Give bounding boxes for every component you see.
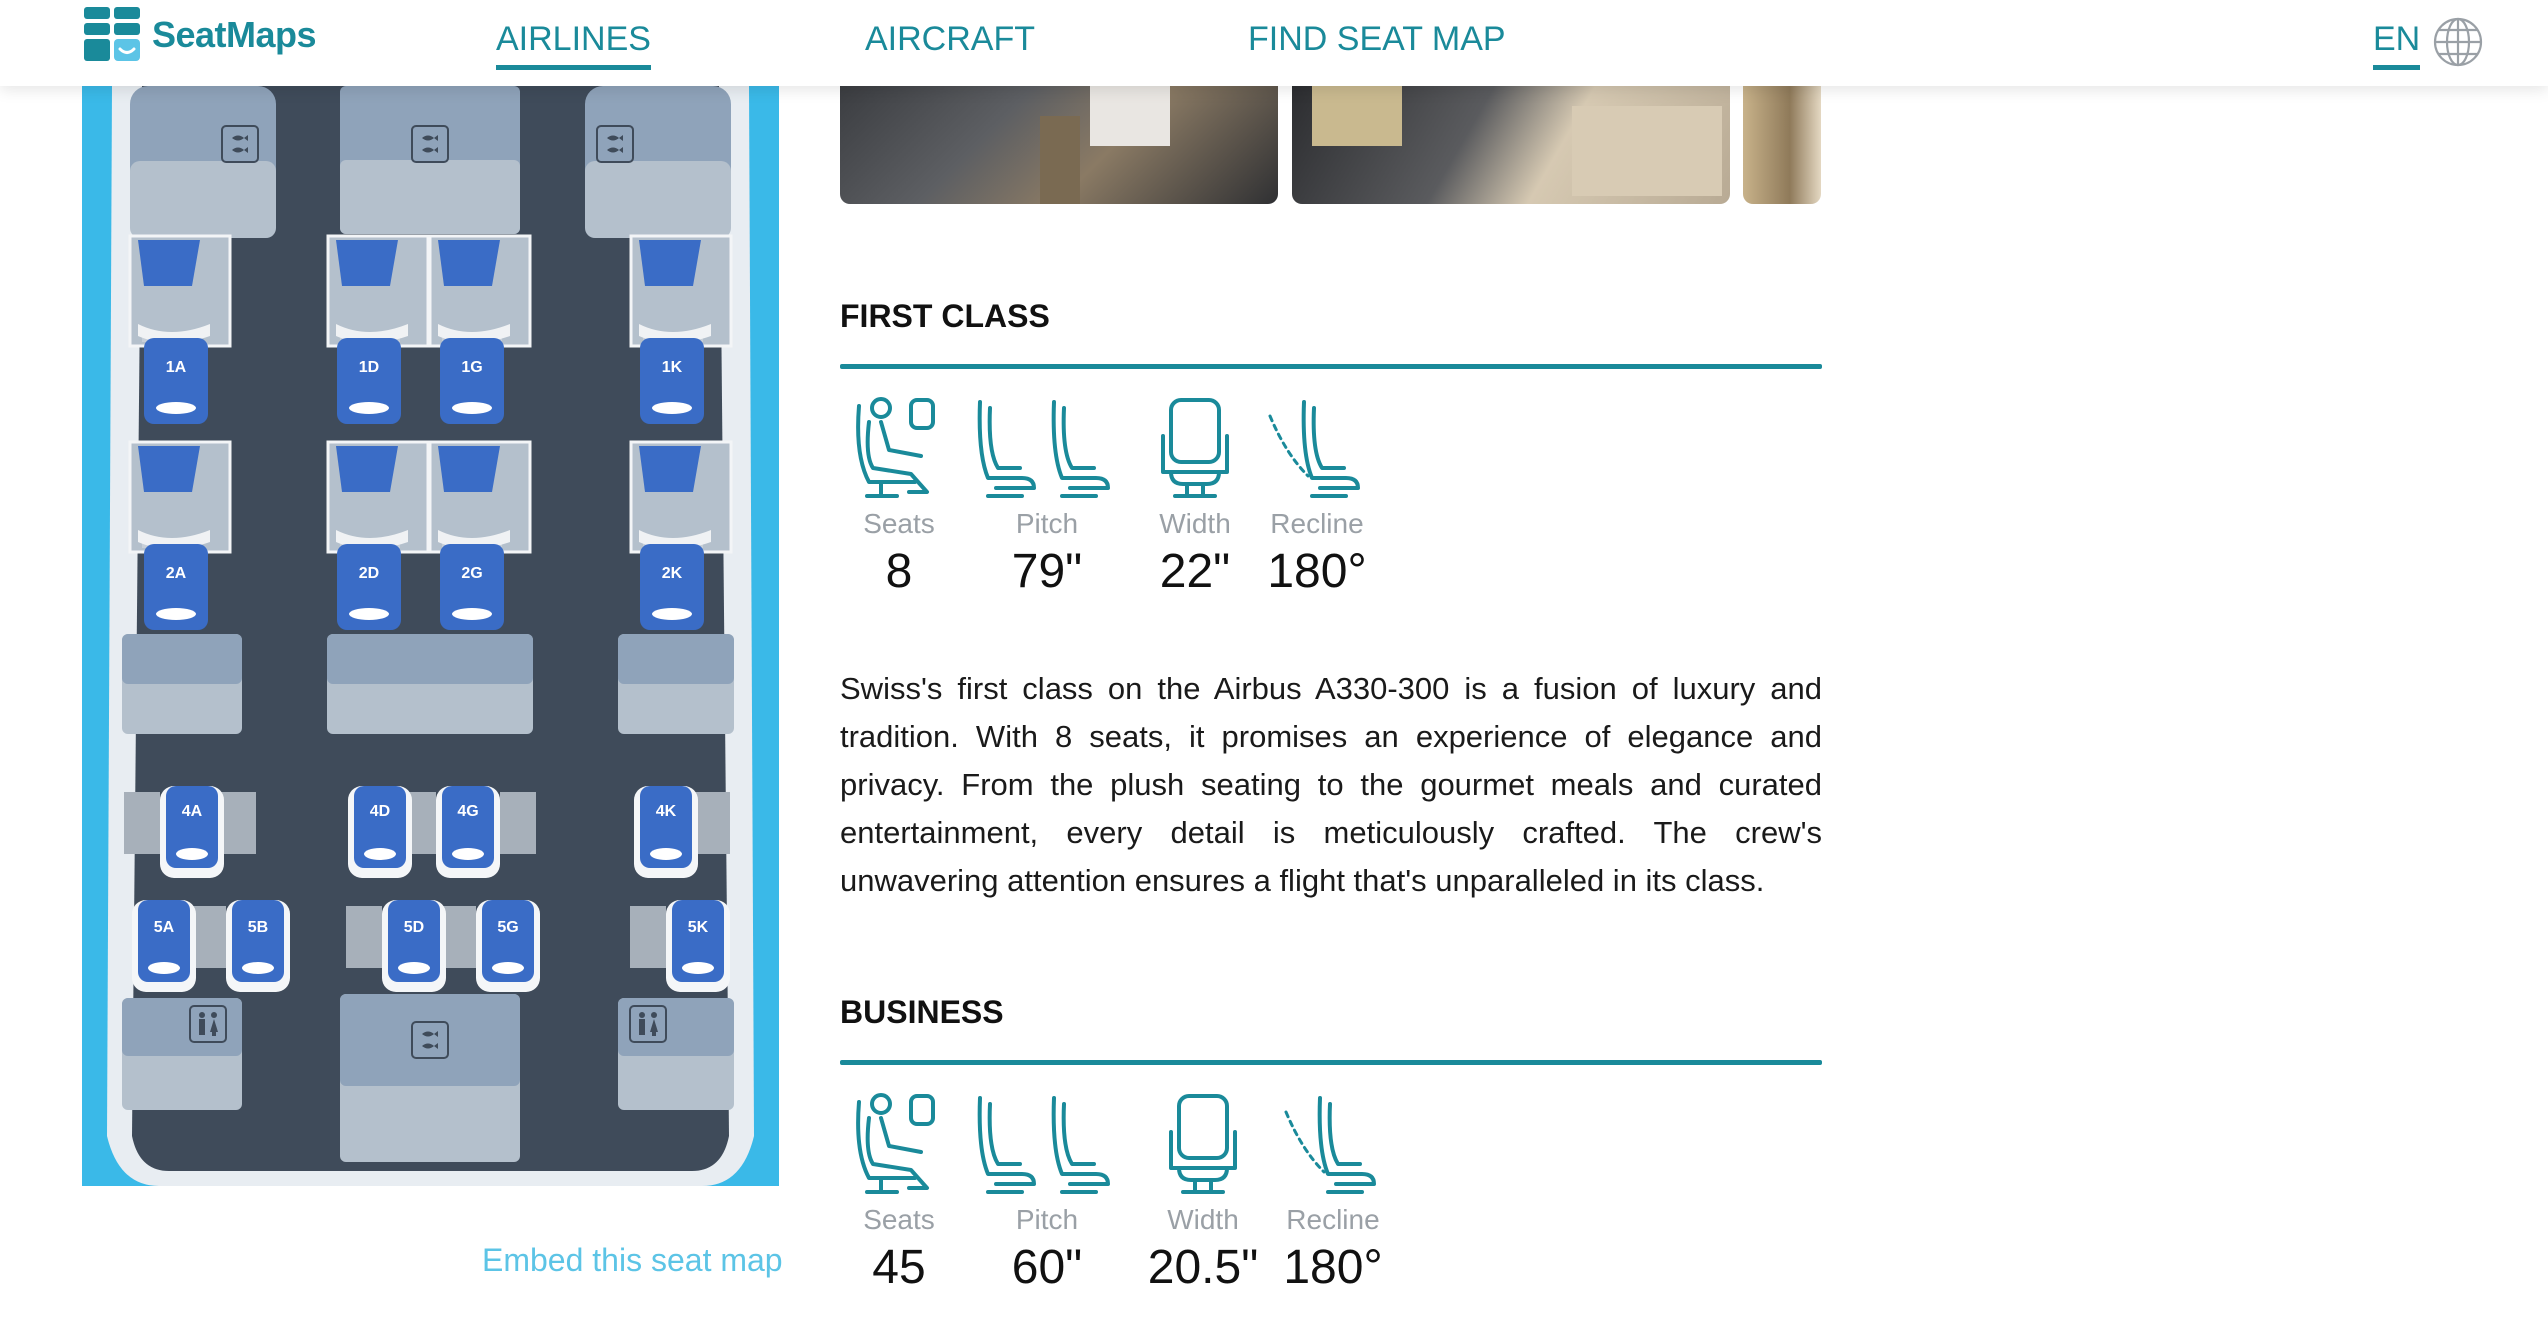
seat-1A[interactable] bbox=[130, 236, 230, 346]
cabin-photo[interactable] bbox=[840, 86, 1278, 204]
seat-label: 1G bbox=[461, 359, 483, 376]
seat-label: 4D bbox=[369, 803, 391, 820]
seat-1K[interactable] bbox=[631, 236, 731, 346]
stat-label: Width bbox=[1167, 1204, 1239, 1235]
lavatory-icon bbox=[630, 1006, 666, 1042]
seat-5A[interactable] bbox=[132, 900, 196, 992]
stat-label: Recline bbox=[1270, 508, 1364, 539]
stat-value: 22" bbox=[1159, 545, 1231, 598]
seat-label: 1D bbox=[358, 359, 380, 376]
stat-label: Pitch bbox=[1015, 1204, 1079, 1235]
brand-name: SeatMaps bbox=[152, 14, 317, 55]
stat-recline bbox=[1258, 1092, 1408, 1295]
seat-2G[interactable] bbox=[430, 442, 530, 552]
seat-label: 1A bbox=[165, 359, 187, 376]
language-selector[interactable]: EN bbox=[2373, 20, 2420, 70]
seat-5B[interactable] bbox=[226, 900, 290, 992]
seat-label: 2D bbox=[358, 565, 380, 582]
galley-icon bbox=[412, 126, 448, 162]
embed-seat-map-link[interactable]: Embed this seat map bbox=[482, 1242, 783, 1278]
seat-2K[interactable] bbox=[631, 442, 731, 552]
pitch-icon bbox=[972, 396, 1122, 502]
seat-2D[interactable] bbox=[328, 442, 428, 552]
lavatory-icon bbox=[190, 1006, 226, 1042]
seat-label: 5K bbox=[687, 919, 709, 936]
seat-label: 5D bbox=[403, 919, 425, 936]
nav-aircraft[interactable]: AIRCRAFT bbox=[865, 20, 1035, 58]
seat-5D[interactable] bbox=[382, 900, 446, 992]
seat-label: 5G bbox=[497, 919, 519, 936]
nav-find-seat-map[interactable]: FIND SEAT MAP bbox=[1248, 20, 1506, 58]
stat-label: Width bbox=[1159, 508, 1231, 539]
recline-icon bbox=[1278, 1092, 1388, 1198]
seat-4D[interactable] bbox=[348, 786, 412, 878]
seat-label: 2A bbox=[165, 565, 187, 582]
stat-seats bbox=[824, 1092, 974, 1295]
recline-icon bbox=[1262, 396, 1372, 502]
seat-label: 5A bbox=[153, 919, 175, 936]
seat-4A[interactable] bbox=[160, 786, 224, 878]
stat-pitch bbox=[972, 396, 1122, 599]
stat-value: 8 bbox=[885, 545, 913, 598]
seat-label: 2G bbox=[461, 565, 483, 582]
first-class-title: FIRST CLASS bbox=[840, 298, 1050, 334]
seat-5G[interactable] bbox=[476, 900, 540, 992]
site-header bbox=[0, 0, 2548, 86]
stat-pitch bbox=[972, 1092, 1122, 1295]
seat-4K[interactable] bbox=[634, 786, 698, 878]
galley-icon bbox=[597, 126, 633, 162]
globe-icon[interactable] bbox=[2432, 16, 2484, 68]
stat-value: 60" bbox=[1011, 1241, 1083, 1294]
nav-airlines[interactable]: AIRLINES bbox=[496, 20, 651, 70]
seats-icon bbox=[851, 1092, 947, 1198]
cabin-photo[interactable] bbox=[1292, 86, 1730, 204]
stat-value: 45 bbox=[872, 1241, 926, 1294]
pitch-icon bbox=[972, 1092, 1122, 1198]
seat-label: 4A bbox=[181, 803, 203, 820]
stat-value: 180° bbox=[1267, 545, 1367, 598]
stat-width bbox=[1128, 1092, 1278, 1295]
seat-label: 2K bbox=[661, 565, 683, 582]
seat-label: 4G bbox=[457, 803, 479, 820]
seats-icon bbox=[851, 396, 947, 502]
width-icon bbox=[1163, 1092, 1243, 1198]
stat-value: 79" bbox=[1011, 545, 1083, 598]
galley-icon bbox=[412, 1022, 448, 1058]
seat-1G[interactable] bbox=[430, 236, 530, 346]
stat-value: 20.5" bbox=[1147, 1241, 1259, 1294]
brand-logo[interactable] bbox=[84, 6, 316, 64]
seatmaps-logo-icon bbox=[84, 7, 140, 63]
stat-label: Seats bbox=[863, 1204, 935, 1235]
seat-label: 4K bbox=[655, 803, 677, 820]
stat-seats bbox=[824, 396, 974, 599]
seat-2A[interactable] bbox=[130, 442, 230, 552]
section-divider bbox=[840, 364, 1822, 369]
cabin-photo[interactable] bbox=[1743, 86, 1821, 204]
stat-label: Pitch bbox=[1015, 508, 1079, 539]
seat-label: 5B bbox=[247, 919, 269, 936]
stat-recline bbox=[1242, 396, 1392, 599]
seat-5K[interactable] bbox=[666, 900, 730, 992]
galley-icon bbox=[222, 126, 258, 162]
stat-label: Recline bbox=[1286, 1204, 1380, 1235]
stat-label: Seats bbox=[863, 508, 935, 539]
business-title: BUSINESS bbox=[840, 994, 1004, 1030]
width-icon bbox=[1155, 396, 1235, 502]
seat-4G[interactable] bbox=[436, 786, 500, 878]
seat-label: 1K bbox=[661, 359, 683, 376]
section-divider bbox=[840, 1060, 1822, 1065]
seat-1D[interactable] bbox=[328, 236, 428, 346]
stat-value: 180° bbox=[1283, 1241, 1383, 1294]
first-class-description: Swiss's first class on the Airbus A330-300 is a fusion of luxury and tradition. With 8 seats, it promises an experience of elegance and privacy. From the plush seating to the gourmet meals and curated entertainment, every detail is meticulously crafted. The crew's unwavering attention ensures a flight that's unparalleled in its class. bbox=[840, 671, 1822, 898]
seat-map bbox=[82, 86, 779, 1186]
